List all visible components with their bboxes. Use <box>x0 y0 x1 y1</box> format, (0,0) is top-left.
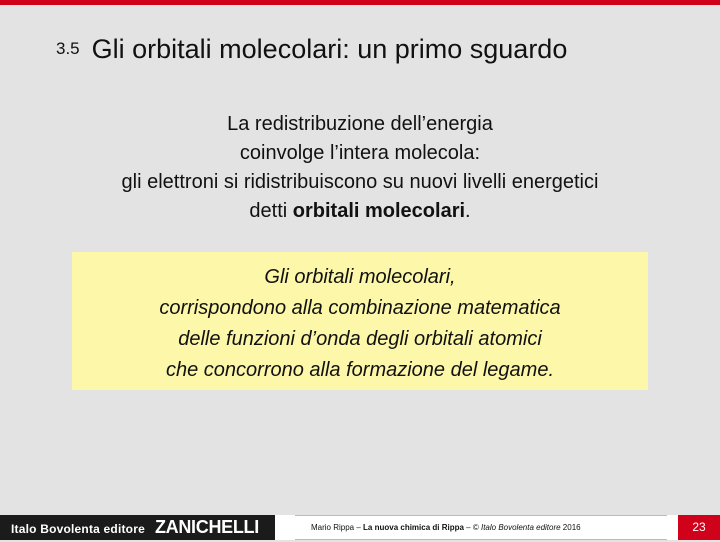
callout-line-4: che concorrono alla formazione del legame. <box>166 359 554 381</box>
publisher-name: Italo Bovolenta editore <box>11 522 145 536</box>
slide-title <box>56 34 696 65</box>
slide-footer <box>0 515 720 540</box>
footer-credits <box>295 515 667 540</box>
footer-separator: – © <box>463 523 481 532</box>
footer-copyright-holder: Italo Bovolenta editore <box>480 523 561 532</box>
footer-author: Mario Rippa – <box>311 523 364 532</box>
footer-year: 2016 <box>560 523 581 532</box>
brand-logo: ZANICHELLI <box>154 517 259 537</box>
publisher-bar <box>0 515 275 540</box>
footer-book-title: La nuova chimica di Rippa <box>363 523 464 532</box>
definition-callout <box>72 252 648 390</box>
intro-line-2: coinvolge l’intera molecola: <box>239 142 481 164</box>
callout-line-1: Gli orbitali molecolari, <box>264 266 456 288</box>
top-accent-rule <box>0 0 720 5</box>
page-number: 23 <box>678 515 720 540</box>
intro-line-1: La redistribuzione dell’energia <box>227 113 493 135</box>
intro-line-3: gli elettroni si ridistribuiscono su nuovi livelli energetici <box>121 171 599 193</box>
callout-line-2: corrispondono alla combinazione matematica <box>159 297 561 319</box>
intro-paragraph <box>20 110 700 226</box>
slide-title-text: Gli orbitali molecolari: un primo sguardo <box>91 34 568 64</box>
section-number: 3.5 <box>56 39 80 58</box>
intro-line-4 <box>20 197 700 226</box>
intro-line-4-suffix: . <box>465 200 471 222</box>
intro-keyword: orbitali molecolari <box>292 200 466 222</box>
intro-line-4-prefix: detti <box>249 200 293 222</box>
callout-line-3: delle funzioni d’onda degli orbitali atomici <box>178 328 542 350</box>
